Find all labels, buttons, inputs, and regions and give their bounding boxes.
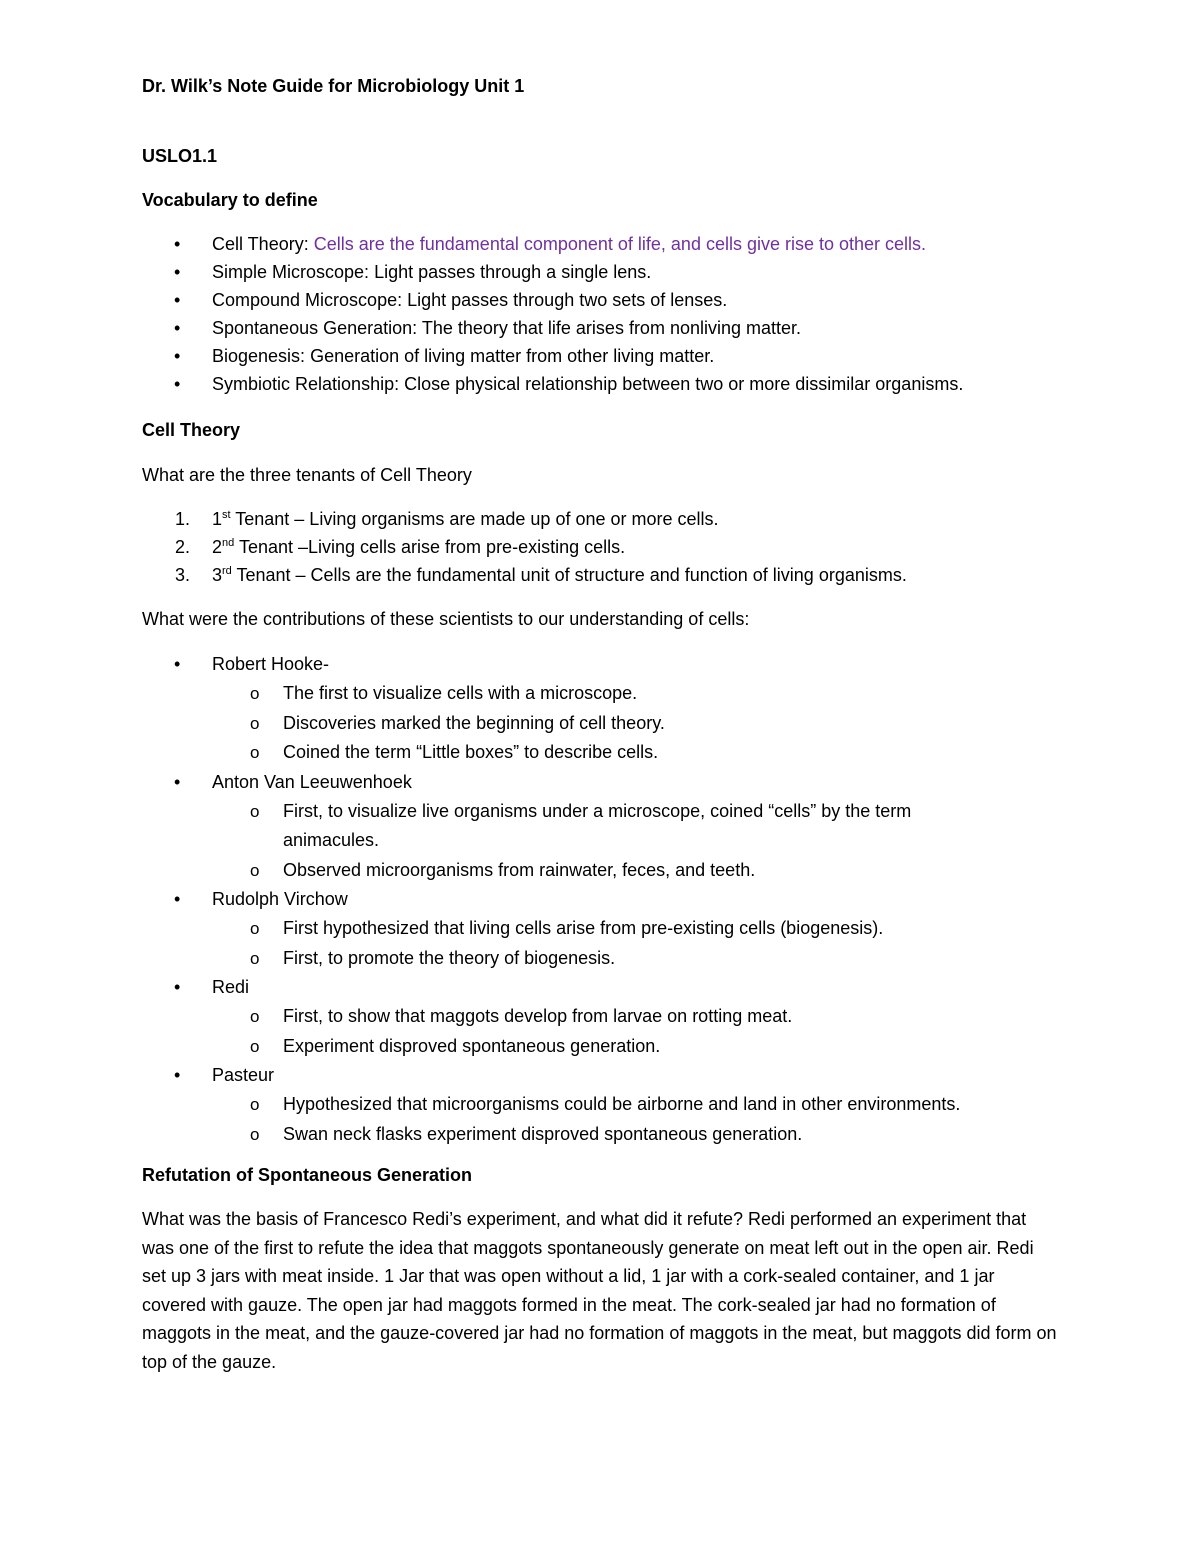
vocab-term: Spontaneous Generation: <box>212 318 422 338</box>
vocab-item <box>142 314 963 342</box>
document-title: Dr. Wilk’s Note Guide for Microbiology Unit 1 <box>142 76 525 96</box>
bullet-icon: • <box>174 290 181 310</box>
contribution-item <box>212 1090 1003 1120</box>
contribution-list <box>212 679 1003 768</box>
contribution-text: Coined the term “Little boxes” to describe cells. <box>283 742 659 762</box>
bullet-icon: • <box>174 262 181 282</box>
vocab-definition: Light passes through a single lens. <box>374 262 652 282</box>
contribution-item <box>212 944 1003 974</box>
bullet-icon: • <box>174 374 181 394</box>
sub-bullet-icon: o <box>250 860 260 880</box>
scientist-name: Rudolph Virchow <box>212 889 348 909</box>
tenant-text: Tenant –Living cells arise from pre-existing cells. <box>234 537 626 557</box>
tenant-ordinal-suffix: rd <box>222 565 232 577</box>
contribution-text: First, to visualize live organisms under a microscope, coined “cells” by the term animacules. <box>283 800 912 850</box>
contribution-text: First, to promote the theory of biogenesis. <box>283 947 616 968</box>
tenant-ordinal: 2 <box>212 537 223 557</box>
contribution-item <box>212 797 1003 856</box>
contribution-item <box>212 679 1003 709</box>
bullet-icon: • <box>174 654 181 674</box>
cell-theory-heading: Cell Theory <box>142 420 241 440</box>
scientists-question: What were the contributions of these scientists to our understanding of cells: <box>142 609 750 629</box>
sub-bullet-icon: o <box>250 1007 260 1026</box>
vocab-term: Cell Theory: <box>212 234 314 254</box>
contribution-text: Hypothesized that microorganisms could be airborne and land in other environments. <box>283 1094 961 1114</box>
sub-bullet-icon: o <box>250 713 260 733</box>
tenant-ordinal-suffix: nd <box>222 537 235 549</box>
scientist-name: Pasteur <box>212 1065 275 1085</box>
scientist-name: Robert Hooke- <box>212 654 330 674</box>
list-number: 2. <box>175 537 191 557</box>
sub-bullet-icon: o <box>250 1095 260 1114</box>
tenant-ordinal: 3 <box>212 565 223 585</box>
contribution-item <box>212 914 1003 944</box>
vocab-heading: Vocabulary to define <box>142 190 318 210</box>
contribution-text: Discoveries marked the beginning of cell theory. <box>283 712 665 733</box>
vocab-item <box>142 230 963 258</box>
contribution-text: Observed microorganisms from rainwater, feces, and teeth. <box>283 859 756 880</box>
bullet-icon: • <box>174 346 181 366</box>
sub-bullet-icon: o <box>250 801 260 821</box>
vocab-definition: The theory that life arises from nonliving matter. <box>421 318 802 338</box>
sub-bullet-icon: o <box>250 919 260 938</box>
contribution-text: Swan neck flasks experiment disproved spontaneous generation. <box>283 1123 803 1144</box>
contribution-text: First hypothesized that living cells arise from pre-existing cells (biogenesis). <box>283 918 884 938</box>
contribution-list <box>212 1002 1003 1061</box>
scientist-name: Redi <box>212 977 250 997</box>
contribution-list <box>212 1090 1003 1149</box>
sub-bullet-icon: o <box>250 743 260 762</box>
contribution-item <box>212 856 1003 886</box>
contribution-item <box>212 1002 1003 1032</box>
vocab-definition: Light passes through two sets of lenses. <box>407 290 728 310</box>
bullet-icon: • <box>174 977 181 997</box>
sub-bullet-icon: o <box>250 1036 260 1056</box>
scientist-item <box>142 1061 1003 1149</box>
vocab-list <box>142 230 963 398</box>
vocab-item <box>142 342 963 370</box>
vocab-term: Symbiotic Relationship: <box>212 374 405 394</box>
contribution-list <box>212 914 1003 973</box>
refutation-paragraph: What was the basis of Francesco Redi’s experiment, and what did it refute? Redi performed an experiment that was one of the first to refute the idea that maggots spontaneously generate on meat left out in the open air. Redi set up 3 jars with meat inside. 1 Jar that was open without a lid, 1 jar with a cork-sealed container, and 1 jar covered with gauze. The open jar had maggots formed in the meat. The cork-sealed jar had no formation of maggots in the meat, and the gauze-covered jar had no formation of maggots in the meat, but maggots did form on top of the gauze. <box>142 1209 1057 1372</box>
vocab-term: Biogenesis: <box>212 346 311 366</box>
bullet-icon: • <box>174 318 181 338</box>
list-number: 3. <box>175 565 191 585</box>
tenants-question: What are the three tenants of Cell Theory <box>142 465 472 485</box>
refutation-heading: Refutation of Spontaneous Generation <box>142 1165 473 1185</box>
contribution-text: First, to show that maggots develop from larvae on rotting meat. <box>283 1006 793 1026</box>
scientists-list <box>142 650 1003 1149</box>
vocab-term: Simple Microscope: <box>212 262 375 282</box>
vocab-definition: Cells are the fundamental component of life, and cells give rise to other cells. <box>313 234 927 254</box>
tenant-item <box>142 533 907 561</box>
vocab-item <box>142 258 963 286</box>
bullet-icon: • <box>174 889 181 909</box>
contribution-list <box>212 797 1003 886</box>
contribution-text: The first to visualize cells with a microscope. <box>283 683 638 703</box>
uslo-heading: USLO1.1 <box>142 146 218 166</box>
scientist-item <box>142 768 1003 886</box>
scientist-name: Anton Van Leeuwenhoek <box>212 771 412 792</box>
list-number: 1. <box>175 509 191 529</box>
tenant-item <box>142 561 907 589</box>
tenants-list <box>142 505 907 589</box>
tenant-ordinal: 1 <box>212 509 223 529</box>
bullet-icon: • <box>174 771 181 792</box>
sub-bullet-icon: o <box>250 948 260 968</box>
contribution-item <box>212 1032 1003 1062</box>
sub-bullet-icon: o <box>250 1124 260 1144</box>
scientist-item <box>142 650 1003 768</box>
scientist-item <box>142 973 1003 1061</box>
tenant-ordinal-suffix: st <box>222 509 231 521</box>
bullet-icon: • <box>174 234 181 254</box>
contribution-item <box>212 709 1003 739</box>
tenant-item <box>142 505 907 533</box>
contribution-item <box>212 738 1003 768</box>
vocab-item <box>142 370 963 398</box>
tenant-text: Tenant – Living organisms are made up of one or more cells. <box>230 509 719 529</box>
vocab-term: Compound Microscope: <box>212 290 408 310</box>
bullet-icon: • <box>174 1065 181 1085</box>
contribution-item <box>212 1120 1003 1150</box>
scientist-item <box>142 885 1003 973</box>
sub-bullet-icon: o <box>250 684 260 703</box>
tenant-text: Tenant – Cells are the fundamental unit of structure and function of living organisms. <box>231 565 907 585</box>
vocab-definition: Close physical relationship between two or more dissimilar organisms. <box>404 374 964 394</box>
vocab-definition: Generation of living matter from other living matter. <box>310 346 715 366</box>
contribution-text: Experiment disproved spontaneous generation. <box>283 1035 661 1056</box>
vocab-item <box>142 286 963 314</box>
